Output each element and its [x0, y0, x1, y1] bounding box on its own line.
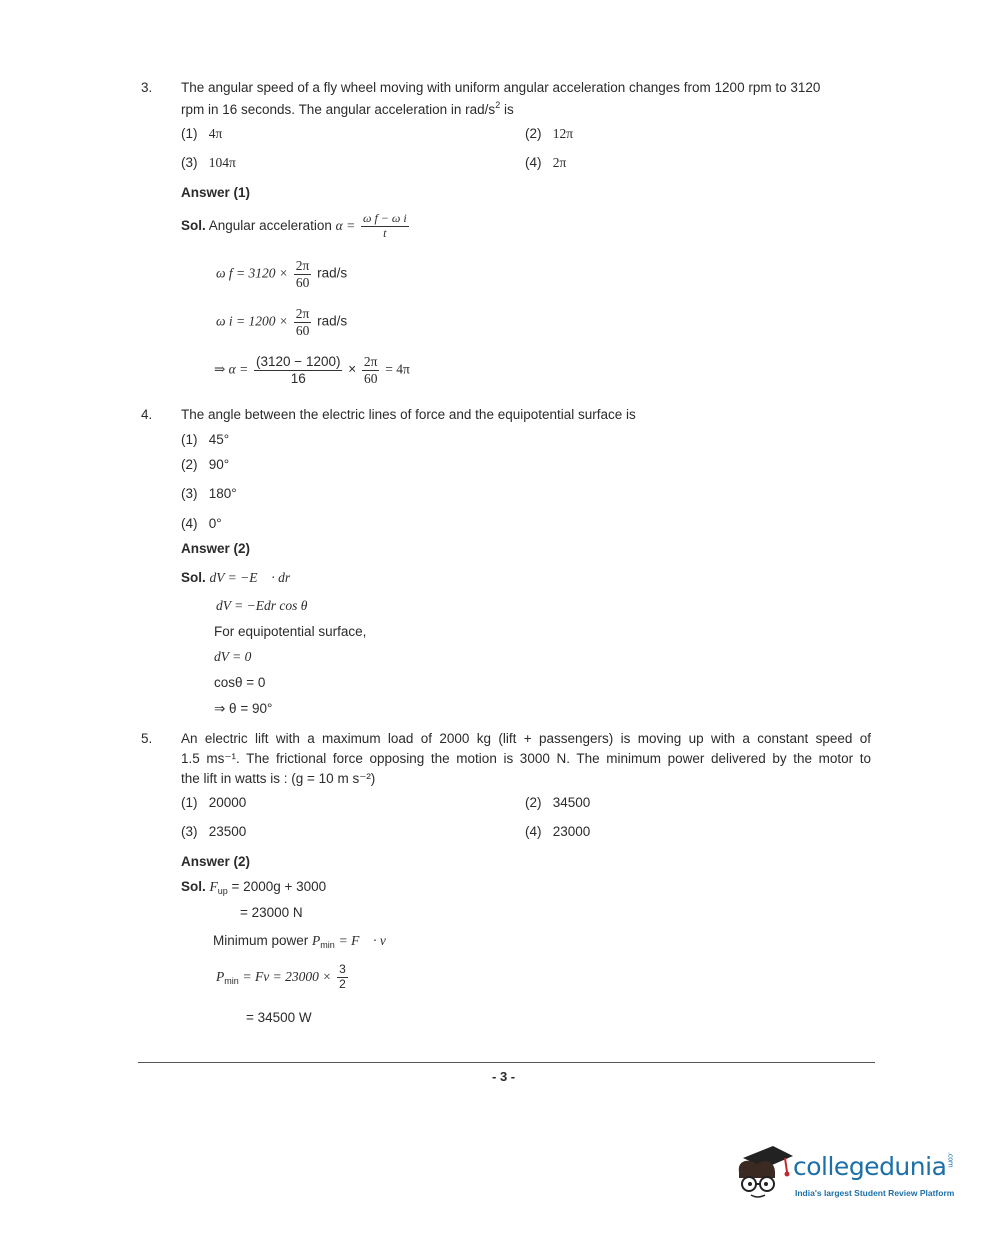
- q3-wi-equation: [216, 306, 347, 338]
- logo-wordmark: collegedunia: [793, 1152, 947, 1181]
- logo-suffix: .com: [946, 1152, 955, 1168]
- option-value: 2π: [552, 155, 567, 170]
- fup-rhs: = 2000g + 3000: [227, 879, 327, 894]
- q5-answer: Answer (2): [181, 854, 251, 869]
- option-value: 0°: [208, 516, 222, 531]
- pmin-fraction: [337, 963, 348, 992]
- sol-label: Sol.: [181, 879, 206, 894]
- res-times: ×: [348, 361, 357, 377]
- q3-text-line2: [181, 100, 514, 117]
- q5-text-line3: the lift in watts is : (g = 10 m s⁻²): [181, 771, 376, 786]
- frac-den: 60: [295, 322, 310, 338]
- frac-den: 60: [363, 370, 378, 386]
- option-value: 34500: [552, 795, 591, 810]
- q3-option-1: [181, 126, 222, 142]
- wf-unit: rad/s: [317, 265, 348, 281]
- option-value: 23500: [208, 824, 247, 839]
- option-value: 4π: [208, 126, 223, 141]
- wf-lhs: ω f = 3120 ×: [216, 265, 289, 281]
- option-label: (3): [181, 824, 198, 839]
- wi-fraction: [294, 306, 312, 338]
- frac-den: 60: [295, 274, 310, 290]
- option-label: (3): [181, 155, 198, 170]
- page-number: - 3 -: [492, 1069, 516, 1084]
- q3-option-3: [181, 155, 236, 171]
- option-value: 104π: [208, 155, 236, 170]
- q4-sol-line6: ⇒ θ = 90°: [214, 701, 273, 716]
- q4-sol-line2: dV = −Edr cos θ: [216, 598, 308, 613]
- q5-number: 5.: [141, 731, 153, 746]
- q5-sol-line1: [181, 879, 326, 896]
- minpow-text: Minimum power: [213, 933, 309, 948]
- q4-option-1: [181, 432, 229, 447]
- q3-option-2: [525, 126, 573, 142]
- sol-intro: Angular acceleration: [208, 217, 332, 233]
- wi-unit: rad/s: [317, 313, 348, 329]
- q5-text-line2: 1.5 ms⁻¹. The frictional force opposing the motion is 3000 N. The minimum power delivered by the motor to: [181, 751, 871, 766]
- alpha-fraction: [361, 212, 409, 241]
- minpow-rhs: = F⃗ · v⃗: [338, 933, 397, 948]
- q5-sol-line2: = 23000 N: [240, 905, 303, 920]
- fup-sub: up: [217, 886, 228, 896]
- frac-den: t: [383, 225, 387, 240]
- sol-label: Sol.: [181, 217, 206, 233]
- res-lhs: ⇒ α =: [214, 361, 249, 377]
- q5-option-2: [525, 795, 590, 810]
- q5-sol-line3: [213, 933, 396, 950]
- q4-sol-line3: For equipotential surface,: [214, 624, 367, 639]
- q4-option-3: [181, 486, 237, 501]
- option-value: 12π: [552, 126, 574, 141]
- q4-answer: Answer (2): [181, 541, 251, 556]
- frac-num: 3: [339, 962, 346, 976]
- logo-name: [793, 1152, 954, 1181]
- q3-text-sup: 2: [495, 100, 501, 110]
- sol-eq: dV = −E⃗ · dr⃗: [209, 570, 301, 585]
- frac-den: 16: [290, 370, 306, 386]
- q3-option-4: [525, 155, 566, 171]
- footer-divider: [138, 1062, 875, 1063]
- wi-lhs: ω i = 1200 ×: [216, 313, 289, 329]
- option-label: (1): [181, 126, 198, 141]
- q4-text: The angle between the electric lines of force and the equipotential surface is: [181, 407, 636, 422]
- q3-solution-intro: [181, 212, 411, 241]
- q3-number: 3.: [141, 80, 153, 95]
- mascot-icon: [735, 1138, 795, 1204]
- frac-num: (3120 − 1200): [256, 354, 341, 369]
- q5-option-1: [181, 795, 246, 810]
- res-fraction-1: [254, 354, 342, 386]
- option-value: 20000: [208, 795, 247, 810]
- option-value: 45°: [208, 432, 230, 447]
- q5-option-3: [181, 824, 246, 839]
- collegedunia-logo: [735, 1138, 965, 1208]
- wf-fraction: [294, 258, 312, 290]
- minpow-sub: min: [320, 940, 335, 950]
- option-label: (4): [525, 155, 542, 170]
- frac-num: 2π: [295, 258, 310, 273]
- q4-sol-line4: dV = 0: [214, 649, 252, 664]
- q5-sol-line4: [216, 963, 350, 992]
- alpha-eq: α =: [335, 217, 356, 233]
- pmin-lhs: P: [216, 968, 225, 984]
- option-label: (1): [181, 432, 198, 447]
- q3-text-line2a: rpm in 16 seconds. The angular acceleration in rad/s: [181, 102, 496, 117]
- frac-num: 2π: [363, 354, 378, 369]
- q3-text-line2b: is: [500, 102, 514, 117]
- q4-option-4: [181, 516, 222, 531]
- pmin-mid: = Fv = 23000 ×: [242, 968, 332, 984]
- fup-lhs: F: [209, 879, 218, 894]
- q3-text-line1: The angular speed of a fly wheel moving with uniform angular acceleration changes from 1200 rpm to 3120: [181, 80, 821, 95]
- q5-option-4: [525, 824, 590, 839]
- q5-sol-line5: = 34500 W: [246, 1010, 312, 1025]
- q4-sol-line5: cosθ = 0: [214, 675, 266, 690]
- option-label: (2): [181, 457, 198, 472]
- logo-tagline: India's largest Student Review Platform: [795, 1188, 955, 1198]
- option-value: 180°: [208, 486, 237, 501]
- option-label: (4): [525, 824, 542, 839]
- sol-label: Sol.: [181, 570, 206, 585]
- option-label: (3): [181, 486, 198, 501]
- frac-num: 2π: [295, 306, 310, 321]
- q3-result-equation: [214, 354, 410, 386]
- q4-option-2: [181, 457, 229, 472]
- q3-wf-equation: [216, 258, 347, 290]
- option-value: 90°: [208, 457, 230, 472]
- option-label: (1): [181, 795, 198, 810]
- option-value: 23000: [552, 824, 591, 839]
- res-rhs: = 4π: [385, 361, 410, 377]
- option-label: (2): [525, 795, 542, 810]
- minpow-lhs: P: [312, 933, 321, 948]
- q5-text-line1: An electric lift with a maximum load of 2000 kg (lift + passengers) is moving up with a constant speed of: [181, 731, 871, 746]
- q3-answer: Answer (1): [181, 185, 251, 200]
- frac-num: ω f − ω i: [362, 211, 407, 225]
- q4-sol-line1: [181, 570, 301, 586]
- pmin-sub: min: [224, 975, 239, 986]
- option-label: (4): [181, 516, 198, 531]
- q4-number: 4.: [141, 407, 153, 422]
- frac-den: 2: [339, 976, 346, 991]
- option-label: (2): [525, 126, 542, 141]
- res-fraction-2: [362, 354, 380, 386]
